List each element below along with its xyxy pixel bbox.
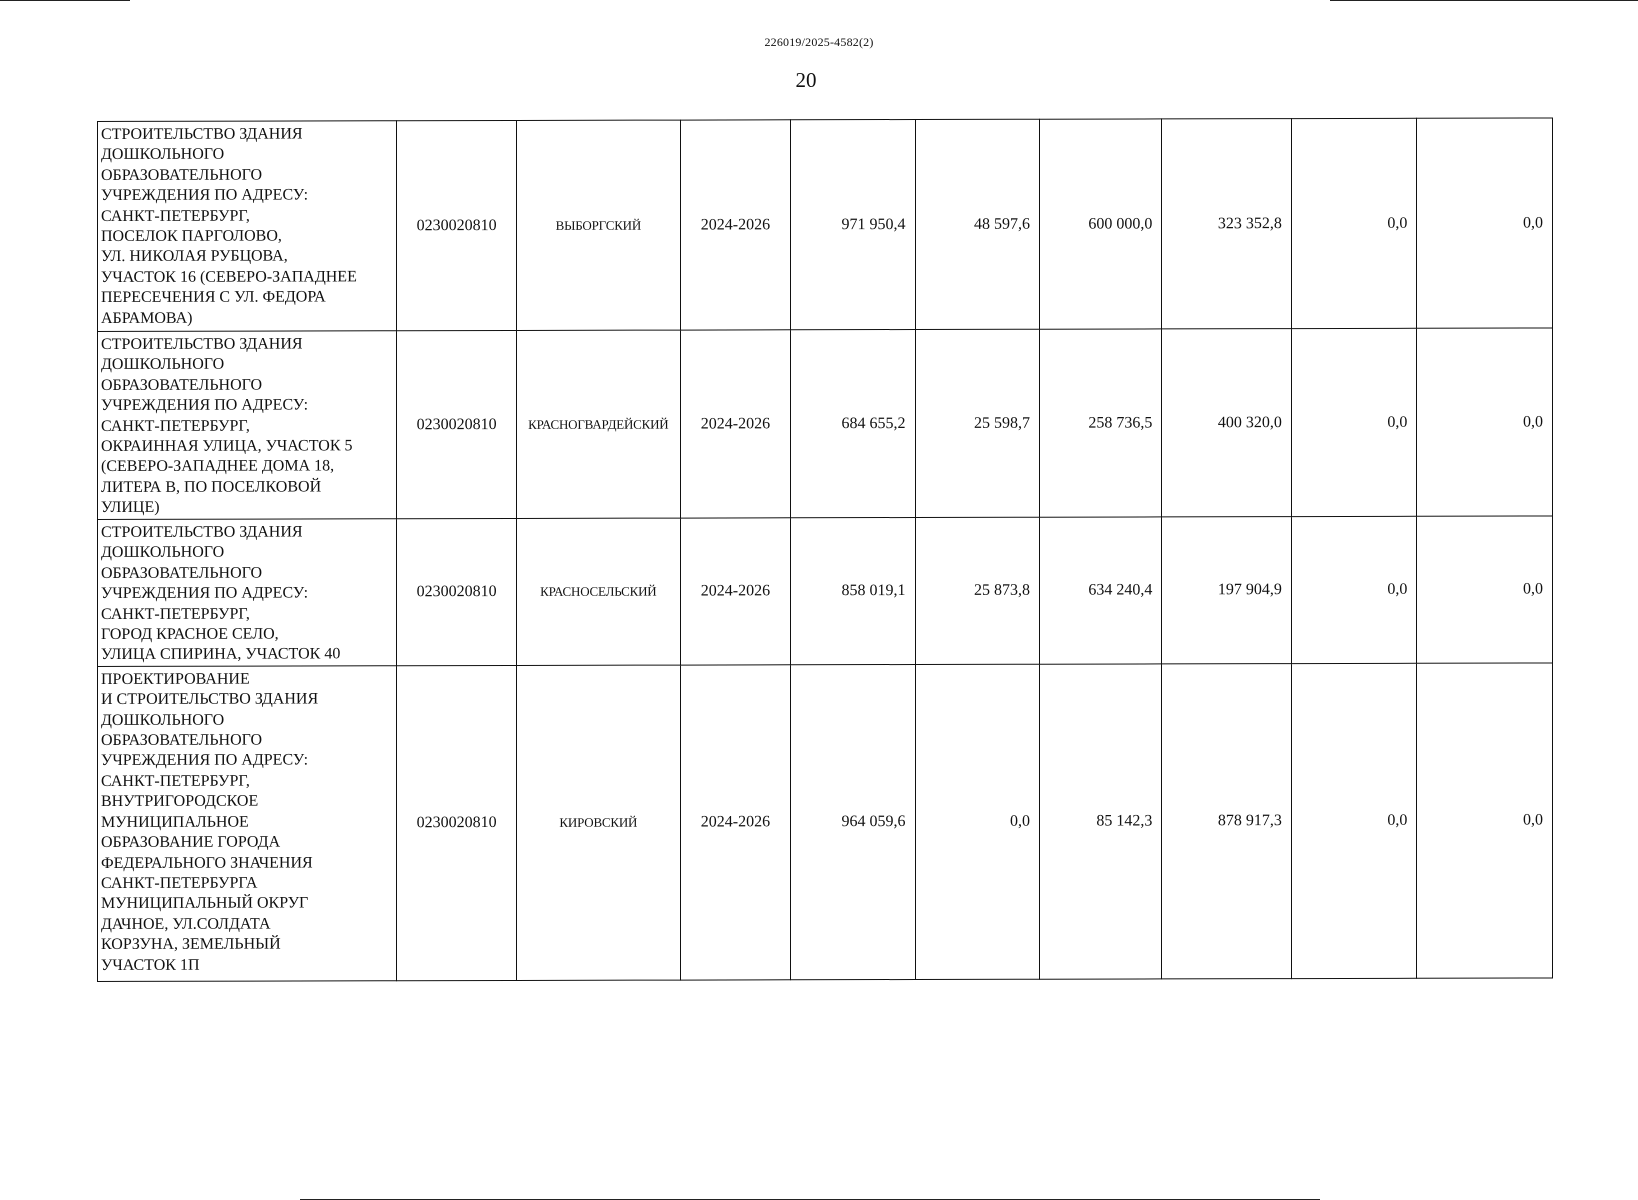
value-1: 25 873,8 bbox=[915, 517, 1039, 664]
value-3: 323 352,8 bbox=[1162, 119, 1292, 329]
financing-table bbox=[97, 117, 1553, 981]
period: 2024-2026 bbox=[680, 120, 790, 330]
value-5: 0,0 bbox=[1417, 516, 1553, 663]
value-1: 0,0 bbox=[915, 664, 1039, 979]
value-2: 634 240,4 bbox=[1039, 517, 1161, 664]
budget-code: 0230020810 bbox=[397, 120, 516, 330]
object-description: СТРОИТЕЛЬСТВО ЗДАНИЯ ДОШКОЛЬНОГО ОБРАЗОВАТЕЛЬНОГО УЧРЕЖДЕНИЯ ПО АДРЕСУ: САНКТ-ПЕТЕРБУРГ, ОКРАИННАЯ УЛИЦА, УЧАСТОК 5 (СЕВЕРО-ЗАПАДНЕЕ ДОМА 18, ЛИТЕРА В, ПО ПОСЕЛКОВОЙ УЛИЦЕ) bbox=[98, 331, 397, 520]
table-row bbox=[98, 516, 1553, 666]
district: КИРОВСКИЙ bbox=[516, 665, 680, 980]
budget-code: 0230020810 bbox=[397, 330, 516, 518]
table-row bbox=[98, 328, 1553, 520]
budget-code: 0230020810 bbox=[397, 665, 516, 980]
value-1: 25 598,7 bbox=[915, 329, 1039, 517]
period: 2024-2026 bbox=[680, 518, 790, 665]
total-value: 858 019,1 bbox=[791, 518, 915, 665]
value-2: 258 736,5 bbox=[1039, 329, 1161, 517]
total-value: 964 059,6 bbox=[791, 664, 915, 979]
budget-code: 0230020810 bbox=[397, 518, 516, 665]
value-5: 0,0 bbox=[1417, 328, 1553, 516]
value-2: 600 000,0 bbox=[1039, 119, 1161, 329]
value-4: 0,0 bbox=[1291, 328, 1416, 516]
object-description: СТРОИТЕЛЬСТВО ЗДАНИЯ ДОШКОЛЬНОГО ОБРАЗОВАТЕЛЬНОГО УЧРЕЖДЕНИЯ ПО АДРЕСУ: САНКТ-ПЕТЕРБУРГ, ГОРОД КРАСНОЕ СЕЛО, УЛИЦА СПИРИНА, УЧАСТОК 40 bbox=[98, 519, 397, 667]
object-description: СТРОИТЕЛЬСТВО ЗДАНИЯ ДОШКОЛЬНОГО ОБРАЗОВАТЕЛЬНОГО УЧРЕЖДЕНИЯ ПО АДРЕСУ: САНКТ-ПЕТЕРБУРГ, ПОСЕЛОК ПАРГОЛОВО, УЛ. НИКОЛАЯ РУБЦОВА, УЧАСТОК 16 (СЕВЕРО-ЗАПАДНЕЕ ПЕРЕСЕЧЕНИЯ С УЛ. ФЕДОРА АБРАМОВА) bbox=[98, 121, 397, 332]
period: 2024-2026 bbox=[680, 665, 790, 980]
table-row bbox=[98, 118, 1553, 332]
value-3: 197 904,9 bbox=[1162, 517, 1292, 664]
total-value: 684 655,2 bbox=[791, 330, 915, 518]
value-3: 400 320,0 bbox=[1162, 329, 1292, 517]
value-3: 878 917,3 bbox=[1162, 663, 1292, 978]
scan-edge-top-left bbox=[0, 0, 130, 1]
value-5: 0,0 bbox=[1417, 663, 1553, 978]
district: КРАСНОСЕЛЬСКИЙ bbox=[516, 518, 680, 665]
value-4: 0,0 bbox=[1291, 118, 1416, 328]
scan-edge-top-right bbox=[1330, 0, 1638, 1]
district: КРАСНОГВАРДЕЙСКИЙ bbox=[516, 330, 680, 518]
total-value: 971 950,4 bbox=[791, 120, 915, 330]
document-number: 226019/2025-4582(2) bbox=[764, 35, 874, 49]
period: 2024-2026 bbox=[680, 330, 790, 518]
table-row bbox=[98, 663, 1553, 982]
value-5: 0,0 bbox=[1417, 118, 1553, 328]
value-2: 85 142,3 bbox=[1039, 664, 1161, 979]
value-1: 48 597,6 bbox=[915, 119, 1039, 329]
value-4: 0,0 bbox=[1291, 663, 1416, 978]
district: ВЫБОРГСКИЙ bbox=[516, 120, 680, 330]
page-number: 20 bbox=[795, 68, 817, 92]
value-4: 0,0 bbox=[1291, 516, 1416, 663]
object-description: ПРОЕКТИРОВАНИЕ И СТРОИТЕЛЬСТВО ЗДАНИЯ ДОШКОЛЬНОГО ОБРАЗОВАТЕЛЬНОГО УЧРЕЖДЕНИЯ ПО АДРЕСУ: САНКТ-ПЕТЕРБУРГ, ВНУТРИГОРОДСКОЕ МУНИЦИПАЛЬНОЕ ОБРАЗОВАНИЕ ГОРОДА ФЕДЕРАЛЬНОГО ЗНАЧЕНИЯ САНКТ-ПЕТЕРБУРГА МУНИЦИПАЛЬНЫЙ ОКРУГ ДАЧНОЕ, УЛ.СОЛДАТА КОРЗУНА, ЗЕМЕЛЬНЫЙ УЧАСТОК 1П bbox=[98, 666, 397, 982]
